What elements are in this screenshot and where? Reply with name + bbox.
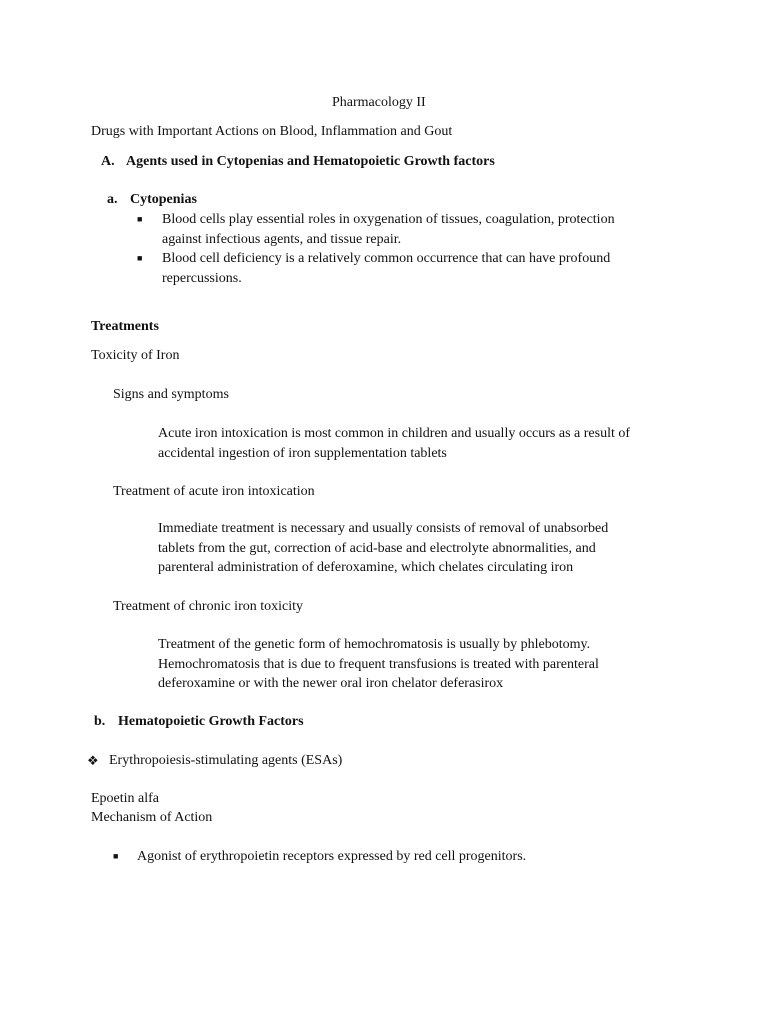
signs-line-2: accidental ingestion of iron supplementation tablets	[158, 445, 447, 461]
subsection-a-heading: Cytopenias	[130, 192, 197, 207]
bullet-2-line-1: Blood cell deficiency is a relatively common occurrence that can have profound	[162, 251, 611, 266]
section-a-marker: A.	[101, 154, 115, 169]
bullet-icon: ■	[113, 851, 119, 861]
section-a-heading: Agents used in Cytopenias and Hematopoietic Growth factors	[126, 154, 495, 169]
signs-label: Signs and symptoms	[113, 387, 229, 402]
subsection-b-heading: Hematopoietic Growth Factors	[118, 714, 304, 729]
epoetin-heading: Epoetin alfa	[91, 791, 160, 806]
chronic-line-3: deferoxamine or with the newer oral iron chelator deferasirox	[158, 676, 504, 691]
mechanism-heading: Mechanism of Action	[91, 810, 213, 825]
bullet-icon: ■	[137, 214, 143, 224]
bullet-1-line-1: Blood cells play essential roles in oxygenation of tissues, coagulation, protection	[162, 212, 615, 227]
treatments-heading: Treatments	[91, 319, 159, 334]
cytopenias-bullet-2	[162, 249, 610, 288]
bullet-2-line-2: repercussions.	[162, 270, 242, 286]
bullet-1-line-2: against infectious agents, and tissue repair.	[162, 231, 402, 247]
bullet-icon: ■	[137, 253, 143, 263]
subsection-a-marker: a.	[107, 192, 118, 207]
esa-item: Erythropoiesis-stimulating agents (ESAs)	[109, 753, 343, 768]
chronic-text	[158, 635, 599, 694]
acute-line-3: parenteral administration of deferoxamine, which chelates circulating iron	[158, 560, 574, 575]
toxicity-heading: Toxicity of Iron	[91, 348, 180, 363]
subsection-b-marker: b.	[94, 714, 106, 729]
acute-line-1: Immediate treatment is necessary and usually consists of removal of unabsorbed	[158, 521, 609, 536]
document-subtitle: Drugs with Important Actions on Blood, Inflammation and Gout	[91, 124, 453, 139]
acute-line-2: tablets from the gut, correction of acid-base and electrolyte abnormalities, and	[158, 540, 596, 556]
diamond-bullet-icon: ❖	[87, 753, 99, 768]
chronic-line-2: Hemochromatosis that is due to frequent transfusions is treated with parenteral	[158, 656, 599, 672]
document-title: Pharmacology II	[332, 95, 426, 110]
chronic-line-1: Treatment of the genetic form of hemochromatosis is usually by phlebotomy.	[158, 637, 591, 652]
signs-text	[158, 424, 630, 463]
signs-line-1: Acute iron intoxication is most common in children and usually occurs as a result of	[158, 426, 631, 441]
chronic-label: Treatment of chronic iron toxicity	[113, 599, 303, 614]
cytopenias-bullet-1	[162, 210, 615, 249]
acute-label: Treatment of acute iron intoxication	[113, 484, 315, 499]
acute-text	[158, 519, 608, 578]
mechanism-bullet: Agonist of erythropoietin receptors expressed by red cell progenitors.	[137, 849, 527, 864]
